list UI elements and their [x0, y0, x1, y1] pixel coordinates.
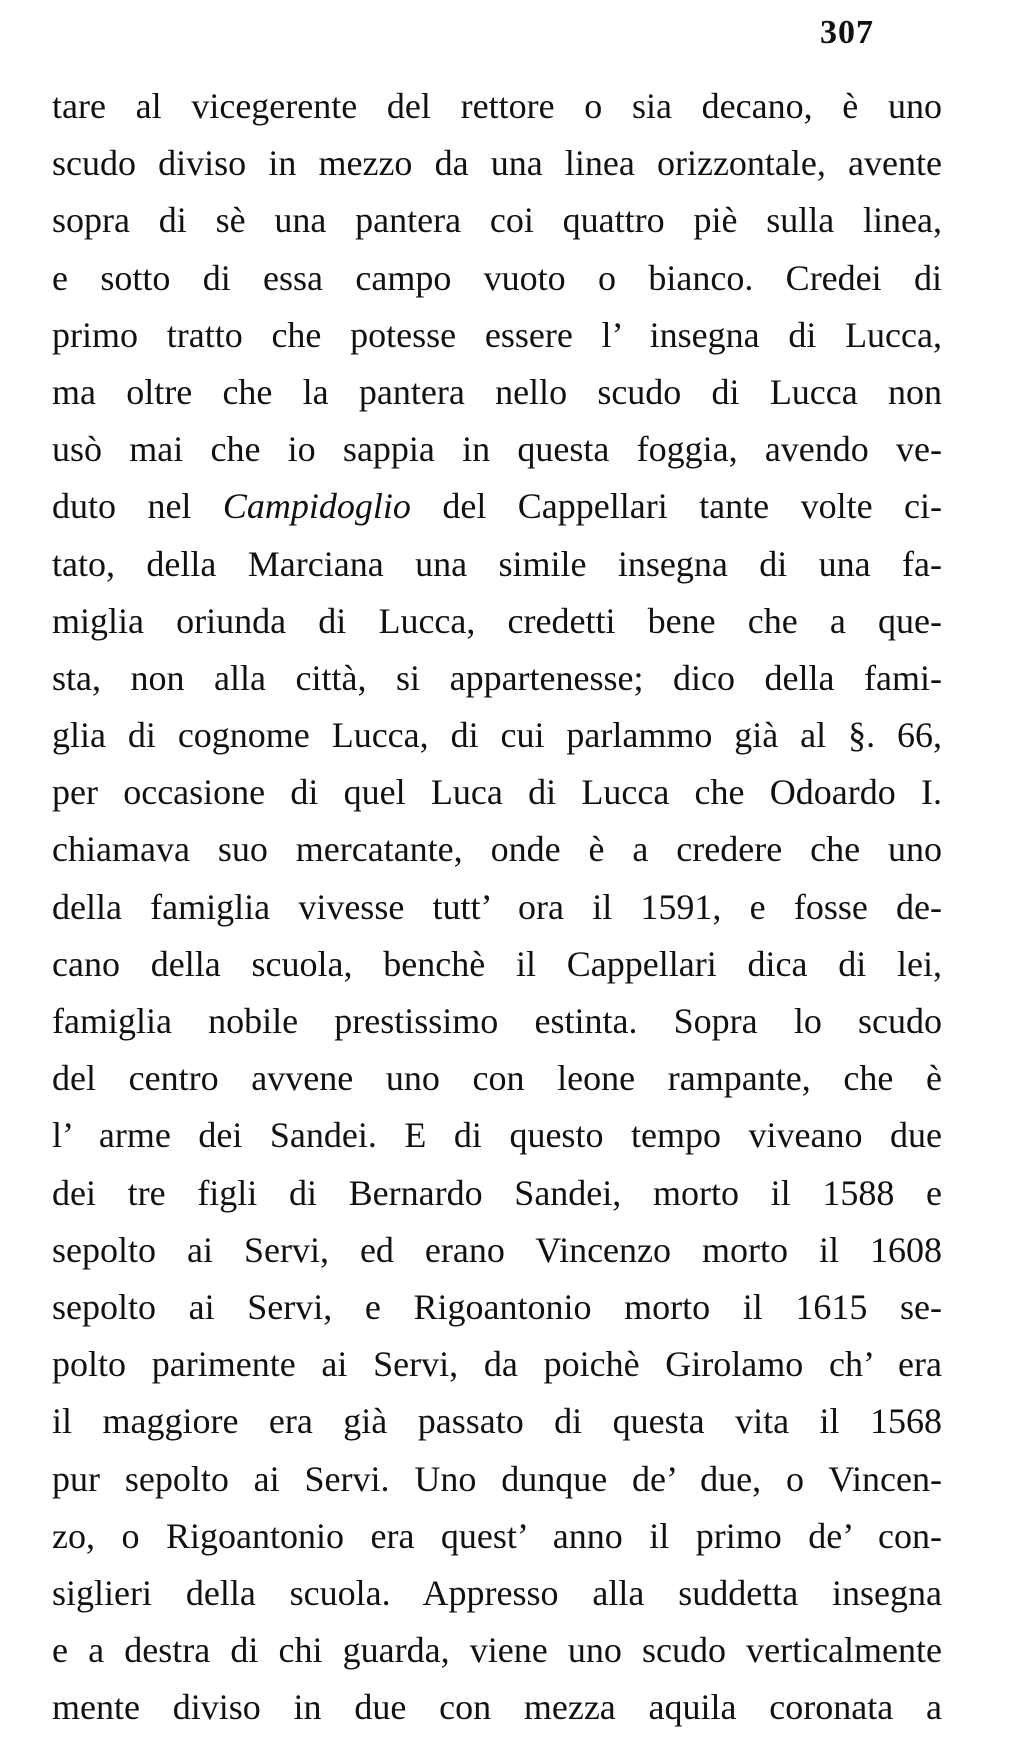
text-line: mente diviso in due con mezza aquila coronata a: [52, 1687, 942, 1728]
text-line: sepolto ai Servi, ed erano Vincenzo morto il 1608: [52, 1229, 942, 1270]
text-line: sopra di sè una pantera coi quattro piè sulla linea,: [52, 200, 942, 241]
text-line: siglieri della scuola. Appresso alla suddetta insegna: [52, 1572, 942, 1613]
text-line: usò mai che io sappia in questa foggia, avendo ve-: [52, 429, 942, 470]
text-line: l’ arme dei Sandei. E di questo tempo viveano due: [52, 1115, 942, 1156]
text-line: e a destra di chi guarda, viene uno scudo verticalmente: [52, 1630, 942, 1671]
text-line: e sotto di essa campo vuoto o bianco. Credei di: [52, 257, 942, 298]
text-line: sepolto ai Servi, e Rigoantonio morto il 1615 se-: [52, 1286, 942, 1327]
text-line: polto parimente ai Servi, da poichè Girolamo ch’ era: [52, 1344, 942, 1385]
text-segment: duto nel: [52, 486, 223, 527]
text-line: cano della scuola, benchè il Cappellari dica di lei,: [52, 943, 942, 984]
text-line: sta, non alla città, si appartenesse; dico della fami-: [52, 657, 942, 698]
page-number: 307: [820, 14, 874, 51]
text-line: scudo diviso in mezzo da una linea orizzontale, avente: [52, 143, 942, 184]
text-line: zo, o Rigoantonio era quest’ anno il primo de’ con-: [52, 1515, 942, 1556]
text-line: del centro avvene uno con leone rampante, che è: [52, 1058, 942, 1099]
text-line: il maggiore era già passato di questa vita il 1568: [52, 1401, 942, 1442]
text-line: per occasione di quel Luca di Lucca che Odoardo I.: [52, 772, 942, 813]
text-line: famiglia nobile prestissimo estinta. Sopra lo scudo: [52, 1001, 942, 1041]
text-line: miglia oriunda di Lucca, credetti bene che a que-: [52, 600, 942, 641]
text-segment: del Cappellari tante volte ci-: [410, 486, 942, 527]
body-text: [52, 78, 942, 1736]
text-line: primo tratto che potesse essere l’ insegna di Lucca,: [52, 314, 942, 355]
text-line-with-italic: [52, 478, 942, 535]
text-line: glia di cognome Lucca, di cui parlammo già al §. 66,: [52, 715, 942, 756]
text-line: pur sepolto ai Servi. Uno dunque de’ due, o Vincen-: [52, 1458, 942, 1499]
text-line: dei tre figli di Bernardo Sandei, morto il 1588 e: [52, 1172, 942, 1213]
text-line: tato, della Marciana una simile insegna di una fa-: [52, 543, 942, 584]
text-line: chiamava suo mercatante, onde è a credere che uno: [52, 829, 942, 870]
text-line: ma oltre che la pantera nello scudo di Lucca non: [52, 371, 942, 412]
italic-title: Campidoglio: [222, 486, 411, 527]
text-line: tare al vicegerente del rettore o sia decano, è uno: [52, 86, 942, 126]
text-line: della famiglia vivesse tutt’ ora il 1591, e fosse de-: [52, 886, 942, 927]
